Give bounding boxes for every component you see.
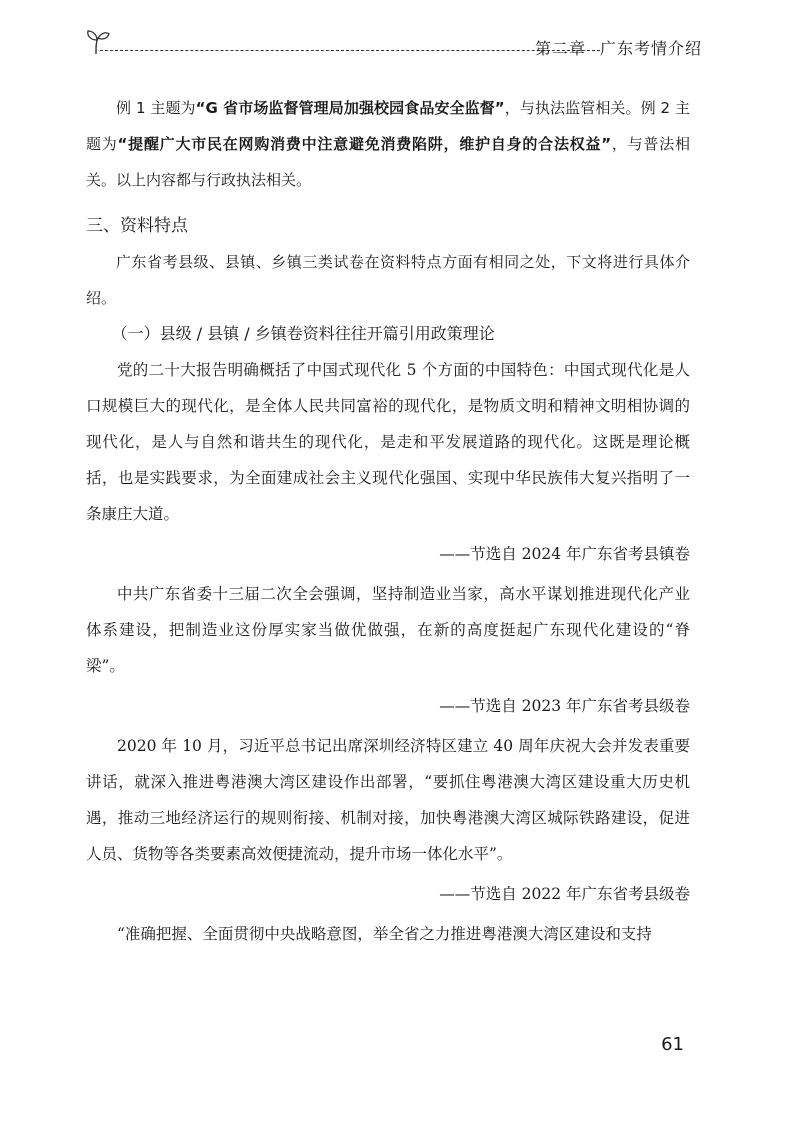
excerpt-text: “准确把握、全面贯彻中央战略意图，举全省之力推进粤港澳大湾区建设和支持: [117, 925, 652, 943]
running-header: [82, 26, 702, 58]
excerpt-text: 2020 年 10 月，习近平总书记出席深圳经济特区建立 40 周年庆祝大会并发表重要讲话，就深入推进粤港澳大湾区建设作出部署，“要抓住粤港澳大湾区建设重大历史机遇，推动三地经济运行的规则衔接、机制对接，加快粤港澳大湾区城际铁路建设，促进人员、货物等各类要素高效便捷流动，提升市场一体化水平”。: [86, 737, 690, 863]
excerpt-text: 中共广东省委十三届二次全会强调，坚持制造业当家，高水平谋划推进现代化产业体系建设，把制造业这份厚实家当做优做强，在新的高度挺起广东现代化建设的“脊梁”。: [86, 585, 690, 675]
section-heading: 三、资料特点: [86, 216, 188, 236]
excerpt-source: ——节选自 2022 年广东省考县级卷: [439, 885, 690, 903]
section-intro: 广东省考县级、县镇、乡镇三类试卷在资料特点方面有相同之处，下文将进行具体介绍。: [86, 253, 690, 307]
page-body: [86, 90, 690, 952]
page-number: 61: [661, 1034, 684, 1055]
excerpt-source: ——节选自 2023 年广东省考县级卷: [439, 697, 690, 715]
excerpt-source: ——节选自 2024 年广东省考县镇卷: [439, 545, 690, 563]
chapter-title: 广东考情介绍: [599, 39, 702, 58]
example1-topic: “G 省市场监督管理局加强校园食品安全监督”: [195, 99, 505, 117]
chapter-label: [521, 36, 702, 59]
example2-topic: “提醒广大市民在网购消费中注意避免消费陷阱，维护自身的合法权益”: [117, 135, 612, 153]
sprout-icon: [82, 26, 112, 56]
chapter-number: 第二章: [534, 39, 586, 58]
excerpt-text: 党的二十大报告明确概括了中国式现代化 5 个方面的中国特色：中国式现代化是人口规模巨大的现代化，是全体人民共同富裕的现代化，是物质文明和精神文明相协调的现代化，是人与自然和谐共生的现代化，是走和平发展道路的现代化。这既是理论概括，也是实践要求，为全面建成社会主义现代化强国、实现中华民族伟大复兴指明了一条康庄大道。: [86, 361, 690, 523]
subsection-heading: （一）县级 / 县镇 / 乡镇卷资料往往开篇引用政策理论: [111, 324, 495, 343]
intro-paragraph: 例 1 主题为“G 省市场监督管理局加强校园食品安全监督”，与执法监管相关。例 2 主题为“提醒广大市民在网购消费中注意避免消费陷阱，维护自身的合法权益”，与普法相关。以上内容都与行政执法相关。: [86, 99, 690, 189]
